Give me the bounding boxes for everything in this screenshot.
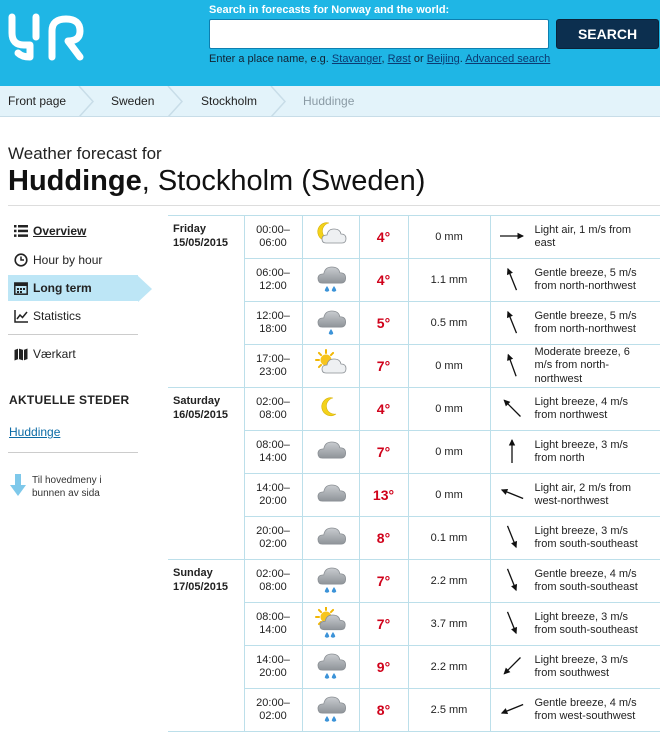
sun-partly-cloudy-icon (313, 372, 349, 384)
sidebar-item-label: Statistics (33, 309, 82, 323)
wind-cell (490, 302, 660, 345)
cloud-light-rain-icon (313, 716, 349, 728)
wind-cell (490, 603, 660, 646)
hint-comma: , (381, 53, 385, 65)
period-to: 14:00 (259, 624, 287, 636)
wind-arrow-icon (497, 651, 527, 684)
wind-description: Light breeze, 3 m/s from south-southeast (534, 610, 638, 636)
cloud-icon (313, 501, 349, 513)
weather-symbol-cell (302, 259, 359, 302)
weather-symbol-cell (302, 216, 359, 259)
page-title-intro: Weather forecast for (8, 144, 162, 163)
wind-arrow-icon (497, 393, 527, 426)
period-to: 02:00 (259, 538, 287, 550)
period-to: 08:00 (259, 409, 287, 421)
period-cell (244, 646, 302, 689)
precipitation: 0.1 mm (408, 517, 490, 560)
hint-prefix: Enter a place name, e.g. (209, 53, 329, 65)
period-from: 08:00– (256, 611, 290, 623)
wind-cell (490, 388, 660, 431)
day-cell (168, 216, 244, 388)
back-link-line1: Til hovedmeny i (32, 475, 102, 486)
period-from: 14:00– (256, 482, 290, 494)
period-from: 02:00– (256, 396, 290, 408)
title-divider (8, 205, 660, 206)
moon-partly-cloudy-icon (313, 243, 349, 255)
example-link-stavanger[interactable]: Stavanger (331, 53, 382, 65)
sidebar-item-overview[interactable] (8, 218, 138, 244)
wind-cell (490, 560, 660, 603)
chart-icon (14, 310, 28, 323)
weather-symbol-cell (302, 646, 359, 689)
clock-icon (14, 253, 28, 267)
sidebar-item-hour-by-hour[interactable] (8, 247, 138, 273)
wind-cell (490, 689, 660, 732)
breadcrumb-front-page[interactable]: Front page (8, 94, 67, 108)
sidebar-item-label: Long term (33, 281, 92, 295)
weather-symbol-cell (302, 560, 359, 603)
period-cell (244, 517, 302, 560)
search-label: Search in forecasts for Norway and the world: (209, 4, 450, 16)
wind-description: Light breeze, 3 m/s from southwest (534, 653, 629, 679)
wind-cell (490, 345, 660, 388)
wind-arrow-icon (497, 350, 527, 383)
wind-cell (490, 517, 660, 560)
day-date: 17/05/2015 (173, 581, 229, 593)
cloud-light-rain-icon (313, 286, 349, 298)
temperature: 13° (359, 474, 408, 517)
period-to: 23:00 (259, 366, 287, 378)
weather-symbol-cell (302, 345, 359, 388)
period-from: 06:00– (256, 267, 290, 279)
wind-arrow-icon (497, 264, 527, 297)
cloud-icon (313, 544, 349, 556)
period-to: 18:00 (259, 323, 287, 335)
cloud-one-drop-icon (313, 329, 349, 341)
wind-description: Gentle breeze, 5 m/s from north-northwest (534, 266, 637, 292)
calendar-icon (14, 281, 28, 295)
wind-description: Light breeze, 4 m/s from northwest (534, 395, 629, 421)
page-title-region: , Stockholm (Sweden) (141, 165, 426, 197)
sidebar-divider (8, 334, 138, 335)
wind-cell (490, 216, 660, 259)
advanced-search-link[interactable]: Advanced search (465, 53, 551, 65)
precipitation: 2.2 mm (408, 646, 490, 689)
wind-description: Gentle breeze, 5 m/s from north-northwest (534, 309, 637, 335)
day-cell (168, 560, 244, 732)
wind-arrow-icon (497, 608, 527, 641)
temperature: 4° (359, 388, 408, 431)
period-to: 14:00 (259, 452, 287, 464)
sidebar-item-statistics[interactable] (8, 303, 138, 329)
period-from: 12:00– (256, 310, 290, 322)
current-places-heading: AKTUELLE STEDER (9, 393, 130, 407)
sidebar-divider (8, 452, 138, 453)
period-cell (244, 431, 302, 474)
period-to: 20:00 (259, 495, 287, 507)
forecast-row (168, 560, 660, 603)
day-name: Sunday (173, 567, 213, 579)
forecast-row (168, 388, 660, 431)
period-from: 02:00– (256, 568, 290, 580)
temperature: 8° (359, 517, 408, 560)
breadcrumb-separator-icon (78, 86, 94, 117)
temperature: 7° (359, 345, 408, 388)
forecast-row (168, 216, 660, 259)
example-link-rost[interactable]: Røst (387, 53, 411, 65)
current-place-link[interactable]: Huddinge (9, 425, 61, 439)
breadcrumb-separator-icon (167, 86, 183, 117)
temperature: 7° (359, 560, 408, 603)
forecast-table (168, 215, 660, 732)
site-header (0, 0, 660, 86)
weather-symbol-cell (302, 603, 359, 646)
back-to-main-menu-link[interactable] (10, 474, 102, 500)
search-button[interactable]: SEARCH (556, 19, 659, 49)
breadcrumb-stockholm[interactable]: Stockholm (201, 94, 258, 108)
period-cell (244, 560, 302, 603)
cloud-icon (313, 458, 349, 470)
precipitation: 0.5 mm (408, 302, 490, 345)
period-cell (244, 345, 302, 388)
precipitation: 0 mm (408, 474, 490, 517)
wind-description: Light air, 2 m/s from west-northwest (534, 481, 632, 507)
wind-arrow-icon (497, 221, 527, 254)
period-from: 00:00– (256, 224, 290, 236)
wind-arrow-icon (497, 522, 527, 555)
arrow-down-icon (10, 474, 26, 496)
temperature: 4° (359, 259, 408, 302)
search-hint (209, 53, 550, 65)
list-icon (14, 225, 28, 237)
precipitation: 0 mm (408, 431, 490, 474)
period-from: 20:00– (256, 697, 290, 709)
page-title (8, 165, 425, 198)
day-name: Saturday (173, 395, 221, 407)
wind-arrow-icon (497, 694, 527, 727)
weather-symbol-cell (302, 517, 359, 560)
wind-description: Light breeze, 3 m/s from south-southeast (534, 524, 638, 550)
wind-description: Light breeze, 3 m/s from north (534, 438, 629, 464)
hint-period: . (459, 53, 463, 65)
wind-arrow-icon (497, 307, 527, 340)
temperature: 7° (359, 431, 408, 474)
map-icon (14, 348, 28, 361)
yr-logo[interactable] (8, 13, 84, 66)
hint-or: or (413, 53, 424, 65)
wind-arrow-icon (497, 479, 527, 512)
period-cell (244, 603, 302, 646)
period-to: 08:00 (259, 581, 287, 593)
wind-cell (490, 259, 660, 302)
back-link-text (32, 474, 102, 500)
breadcrumb-sweden[interactable]: Sweden (111, 94, 155, 108)
weather-symbol-cell (302, 431, 359, 474)
period-to: 06:00 (259, 237, 287, 249)
weather-symbol-cell (302, 388, 359, 431)
sun-cloud-rain-icon (313, 630, 349, 642)
back-link-line2: bunnen av sida (32, 488, 100, 499)
wind-arrow-icon (497, 436, 527, 469)
sidebar-item-vaerkart[interactable] (8, 341, 138, 367)
temperature: 7° (359, 603, 408, 646)
period-to: 02:00 (259, 710, 287, 722)
wind-cell (490, 646, 660, 689)
wind-description: Gentle breeze, 4 m/s from south-southeast (534, 567, 638, 593)
period-from: 17:00– (256, 353, 290, 365)
period-cell (244, 302, 302, 345)
breadcrumb-separator-icon (270, 86, 286, 117)
precipitation: 0 mm (408, 388, 490, 431)
active-tab-arrow (138, 276, 152, 302)
period-cell (244, 259, 302, 302)
precipitation: 1.1 mm (408, 259, 490, 302)
sidebar-item-long-term[interactable] (8, 275, 138, 301)
period-cell (244, 216, 302, 259)
sidebar-item-label: Overview (33, 224, 87, 238)
sidebar-item-label: Hour by hour (33, 253, 103, 267)
precipitation: 0 mm (408, 345, 490, 388)
temperature: 5° (359, 302, 408, 345)
period-to: 12:00 (259, 280, 287, 292)
temperature: 4° (359, 216, 408, 259)
precipitation: 3.7 mm (408, 603, 490, 646)
day-name: Friday (173, 223, 207, 235)
wind-description: Light air, 1 m/s from east (534, 223, 632, 249)
wind-arrow-icon (497, 565, 527, 598)
sidebar-item-label: Værkart (33, 347, 76, 361)
period-cell (244, 388, 302, 431)
breadcrumb-huddinge: Huddinge (303, 94, 355, 108)
wind-description: Gentle breeze, 4 m/s from west-southwest (534, 696, 637, 722)
precipitation: 0 mm (408, 216, 490, 259)
day-cell (168, 388, 244, 560)
day-date: 16/05/2015 (173, 409, 229, 421)
day-date: 15/05/2015 (173, 237, 229, 249)
period-cell (244, 474, 302, 517)
weather-symbol-cell (302, 474, 359, 517)
precipitation: 2.2 mm (408, 560, 490, 603)
cloud-light-rain-icon (313, 587, 349, 599)
period-from: 14:00– (256, 654, 290, 666)
wind-description: Moderate breeze, 6 m/s from north-northwest (534, 345, 630, 385)
precipitation: 2.5 mm (408, 689, 490, 732)
moon-icon (313, 415, 349, 427)
wind-cell (490, 431, 660, 474)
search-input[interactable] (209, 19, 549, 49)
period-from: 20:00– (256, 525, 290, 537)
period-from: 08:00– (256, 439, 290, 451)
page-title-place: Huddinge (8, 165, 142, 197)
period-cell (244, 689, 302, 732)
weather-symbol-cell (302, 689, 359, 732)
breadcrumb (0, 86, 660, 117)
temperature: 8° (359, 689, 408, 732)
example-link-beijing[interactable]: Beijing (426, 53, 460, 65)
weather-symbol-cell (302, 302, 359, 345)
wind-cell (490, 474, 660, 517)
cloud-light-rain-icon (313, 673, 349, 685)
period-to: 20:00 (259, 667, 287, 679)
temperature: 9° (359, 646, 408, 689)
